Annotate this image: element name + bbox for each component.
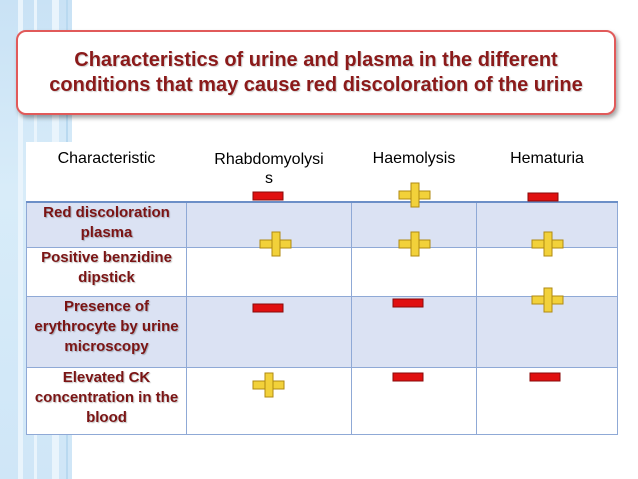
sign-marker-r0-c2 <box>526 184 560 210</box>
minus-bar <box>528 193 558 201</box>
header-characteristic: Characteristic <box>27 143 187 203</box>
row-label: Elevated CK concentration in the blood <box>27 368 187 435</box>
header-rhabdomyolysis-line1: Rhabdomyolysi <box>214 151 324 168</box>
table-row <box>27 297 618 368</box>
plus-center <box>266 382 272 388</box>
sign-marker-r0-c1 <box>398 182 432 208</box>
row-label: Positive benzidine dipstick <box>27 248 187 297</box>
plus-center <box>545 241 551 247</box>
header-rhabdomyolysis-line2: s <box>265 170 273 187</box>
slide-title: Characteristics of urine and plasma in the different conditions that may cause red discoloration of the urine <box>49 48 583 96</box>
minus-bar <box>530 373 560 381</box>
plus-center <box>545 297 551 303</box>
minus-bar <box>253 304 283 312</box>
slide-title-box <box>16 30 616 115</box>
minus-bar <box>393 299 423 307</box>
plus-center <box>412 192 418 198</box>
sign-marker-r0-c0 <box>251 183 285 209</box>
sign-marker-r3-c0 <box>252 372 286 398</box>
header-hematuria: Hematuria <box>477 143 618 203</box>
sign-marker-r2-c1 <box>391 290 425 316</box>
sign-marker-r1-c2 <box>531 231 565 257</box>
row-label: Presence of erythrocyte by urine microscopy <box>27 297 187 368</box>
minus-bar <box>253 192 283 200</box>
sign-marker-r2-c0 <box>251 295 285 321</box>
sign-marker-r1-c1 <box>398 231 432 257</box>
sign-marker-r1-c0 <box>259 231 293 257</box>
header-haemolysis: Haemolysis <box>352 143 477 203</box>
minus-bar <box>393 373 423 381</box>
sign-marker-r3-c1 <box>391 364 425 390</box>
sign-marker-r3-c2 <box>528 364 562 390</box>
row-label: Red discoloration plasma <box>27 202 187 248</box>
table-row <box>27 248 618 297</box>
sign-marker-r2-c2 <box>531 287 565 313</box>
plus-center <box>412 241 418 247</box>
plus-center <box>273 241 279 247</box>
